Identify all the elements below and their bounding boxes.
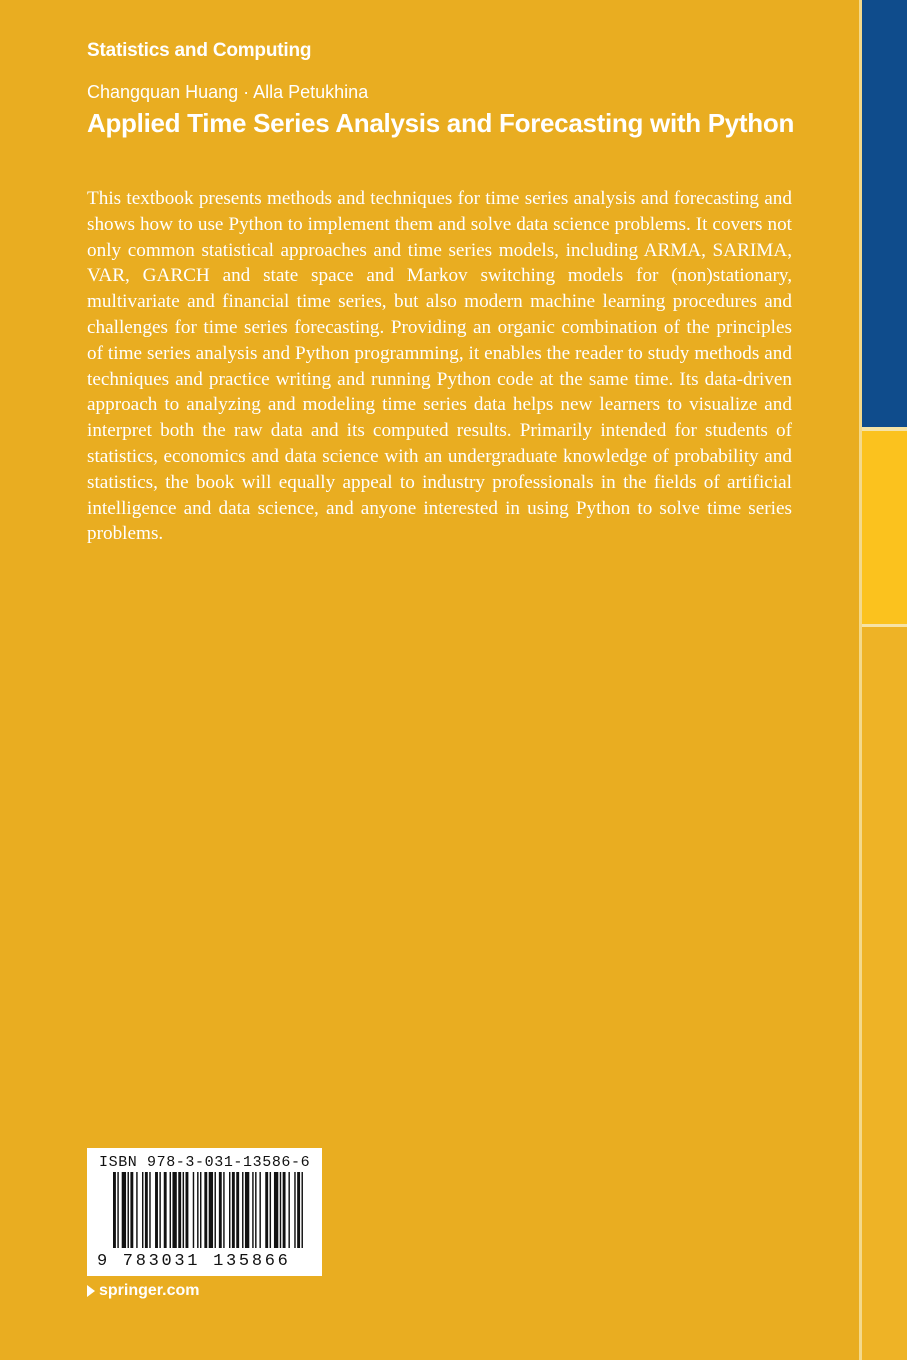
barcode-bar [294, 1172, 295, 1248]
barcode-bar [204, 1172, 207, 1248]
barcode-bar [117, 1172, 118, 1248]
barcode-bar [113, 1172, 116, 1248]
barcode-bar [142, 1172, 143, 1248]
barcode-bar [280, 1172, 281, 1248]
barcode-bar [297, 1172, 300, 1248]
barcode-bar [236, 1172, 239, 1248]
barcode-bar [170, 1172, 171, 1248]
book-description: This textbook presents methods and techniques for time series analysis and forecasting and shows how to use Python to implement them and solve data science problems. It covers not only common statistical approaches and time series models, including ARMA, SARIMA, VAR, GARCH and state space and Markov switching models for (non)stationary, multivariate and financial time series, but also modern machine learning procedures and challenges for time series forecasting. Providing an organic combination of the principles of time series analysis and Python programming, it enables the reader to study methods and techniques and practice writing and running Python code at the same time. Its data-driven approach to analyzing and modeling time series data helps new learners to visualize and interpret both the raw data and its computed results. Primarily intended for students of statistics, economics and data science with an undergraduate knowledge of probability and statistics, the book will equally appeal to industry professionals in the fields of artificial intelligence and data science, and anyone interested in using Python to solve time series problems. [87, 188, 792, 545]
barcode-bar [270, 1172, 271, 1248]
barcode-bar [302, 1172, 303, 1248]
barcode-bar [223, 1172, 224, 1248]
barcode-bar [245, 1172, 249, 1248]
barcode-bar [255, 1172, 256, 1248]
barcode-bar [197, 1172, 198, 1248]
barcode-bar [159, 1172, 160, 1248]
barcode [87, 1172, 322, 1252]
barcode-bar [149, 1172, 150, 1248]
barcode-bar [219, 1172, 222, 1248]
barcode-bar [136, 1172, 137, 1248]
barcode-bar [122, 1172, 126, 1248]
barcode-bar [215, 1172, 216, 1248]
barcode-bar [178, 1172, 181, 1248]
publisher-url: springer.com [99, 1282, 200, 1299]
barcode-bar [274, 1172, 278, 1248]
barcode-bar [186, 1172, 189, 1248]
arrow-right-icon [87, 1285, 95, 1297]
barcode-bar [259, 1172, 260, 1248]
barcode-bar [183, 1172, 184, 1248]
barcode-bar [172, 1172, 176, 1248]
spine-lower-band [862, 627, 907, 1360]
authors: Changquan Huang · Alla Petukhina [87, 82, 369, 102]
barcode-bar [209, 1172, 213, 1248]
spine-yellow-band [862, 431, 907, 624]
barcode-bar [242, 1172, 243, 1248]
barcode-bar [130, 1172, 133, 1248]
barcode-box [87, 1148, 322, 1276]
spine-blue-band [862, 0, 907, 427]
barcode-bar [200, 1172, 201, 1248]
series-name: Statistics and Computing [87, 40, 312, 61]
barcode-digits: 9 783031 135866 [97, 1252, 291, 1271]
isbn-label: ISBN 978-3-031-13586-6 [99, 1154, 311, 1171]
barcode-bar [193, 1172, 194, 1248]
barcode-bar [288, 1172, 289, 1248]
barcode-bar [128, 1172, 129, 1248]
barcode-bar [232, 1172, 235, 1248]
barcode-bar [283, 1172, 286, 1248]
publisher-link[interactable] [87, 1282, 199, 1300]
barcode-bar [164, 1172, 167, 1248]
barcode-bar [155, 1172, 158, 1248]
barcode-bar [145, 1172, 148, 1248]
barcode-bar [265, 1172, 268, 1248]
barcode-bar [229, 1172, 230, 1248]
barcode-bar [252, 1172, 253, 1248]
book-title: Applied Time Series Analysis and Forecasting with Python [87, 108, 795, 138]
